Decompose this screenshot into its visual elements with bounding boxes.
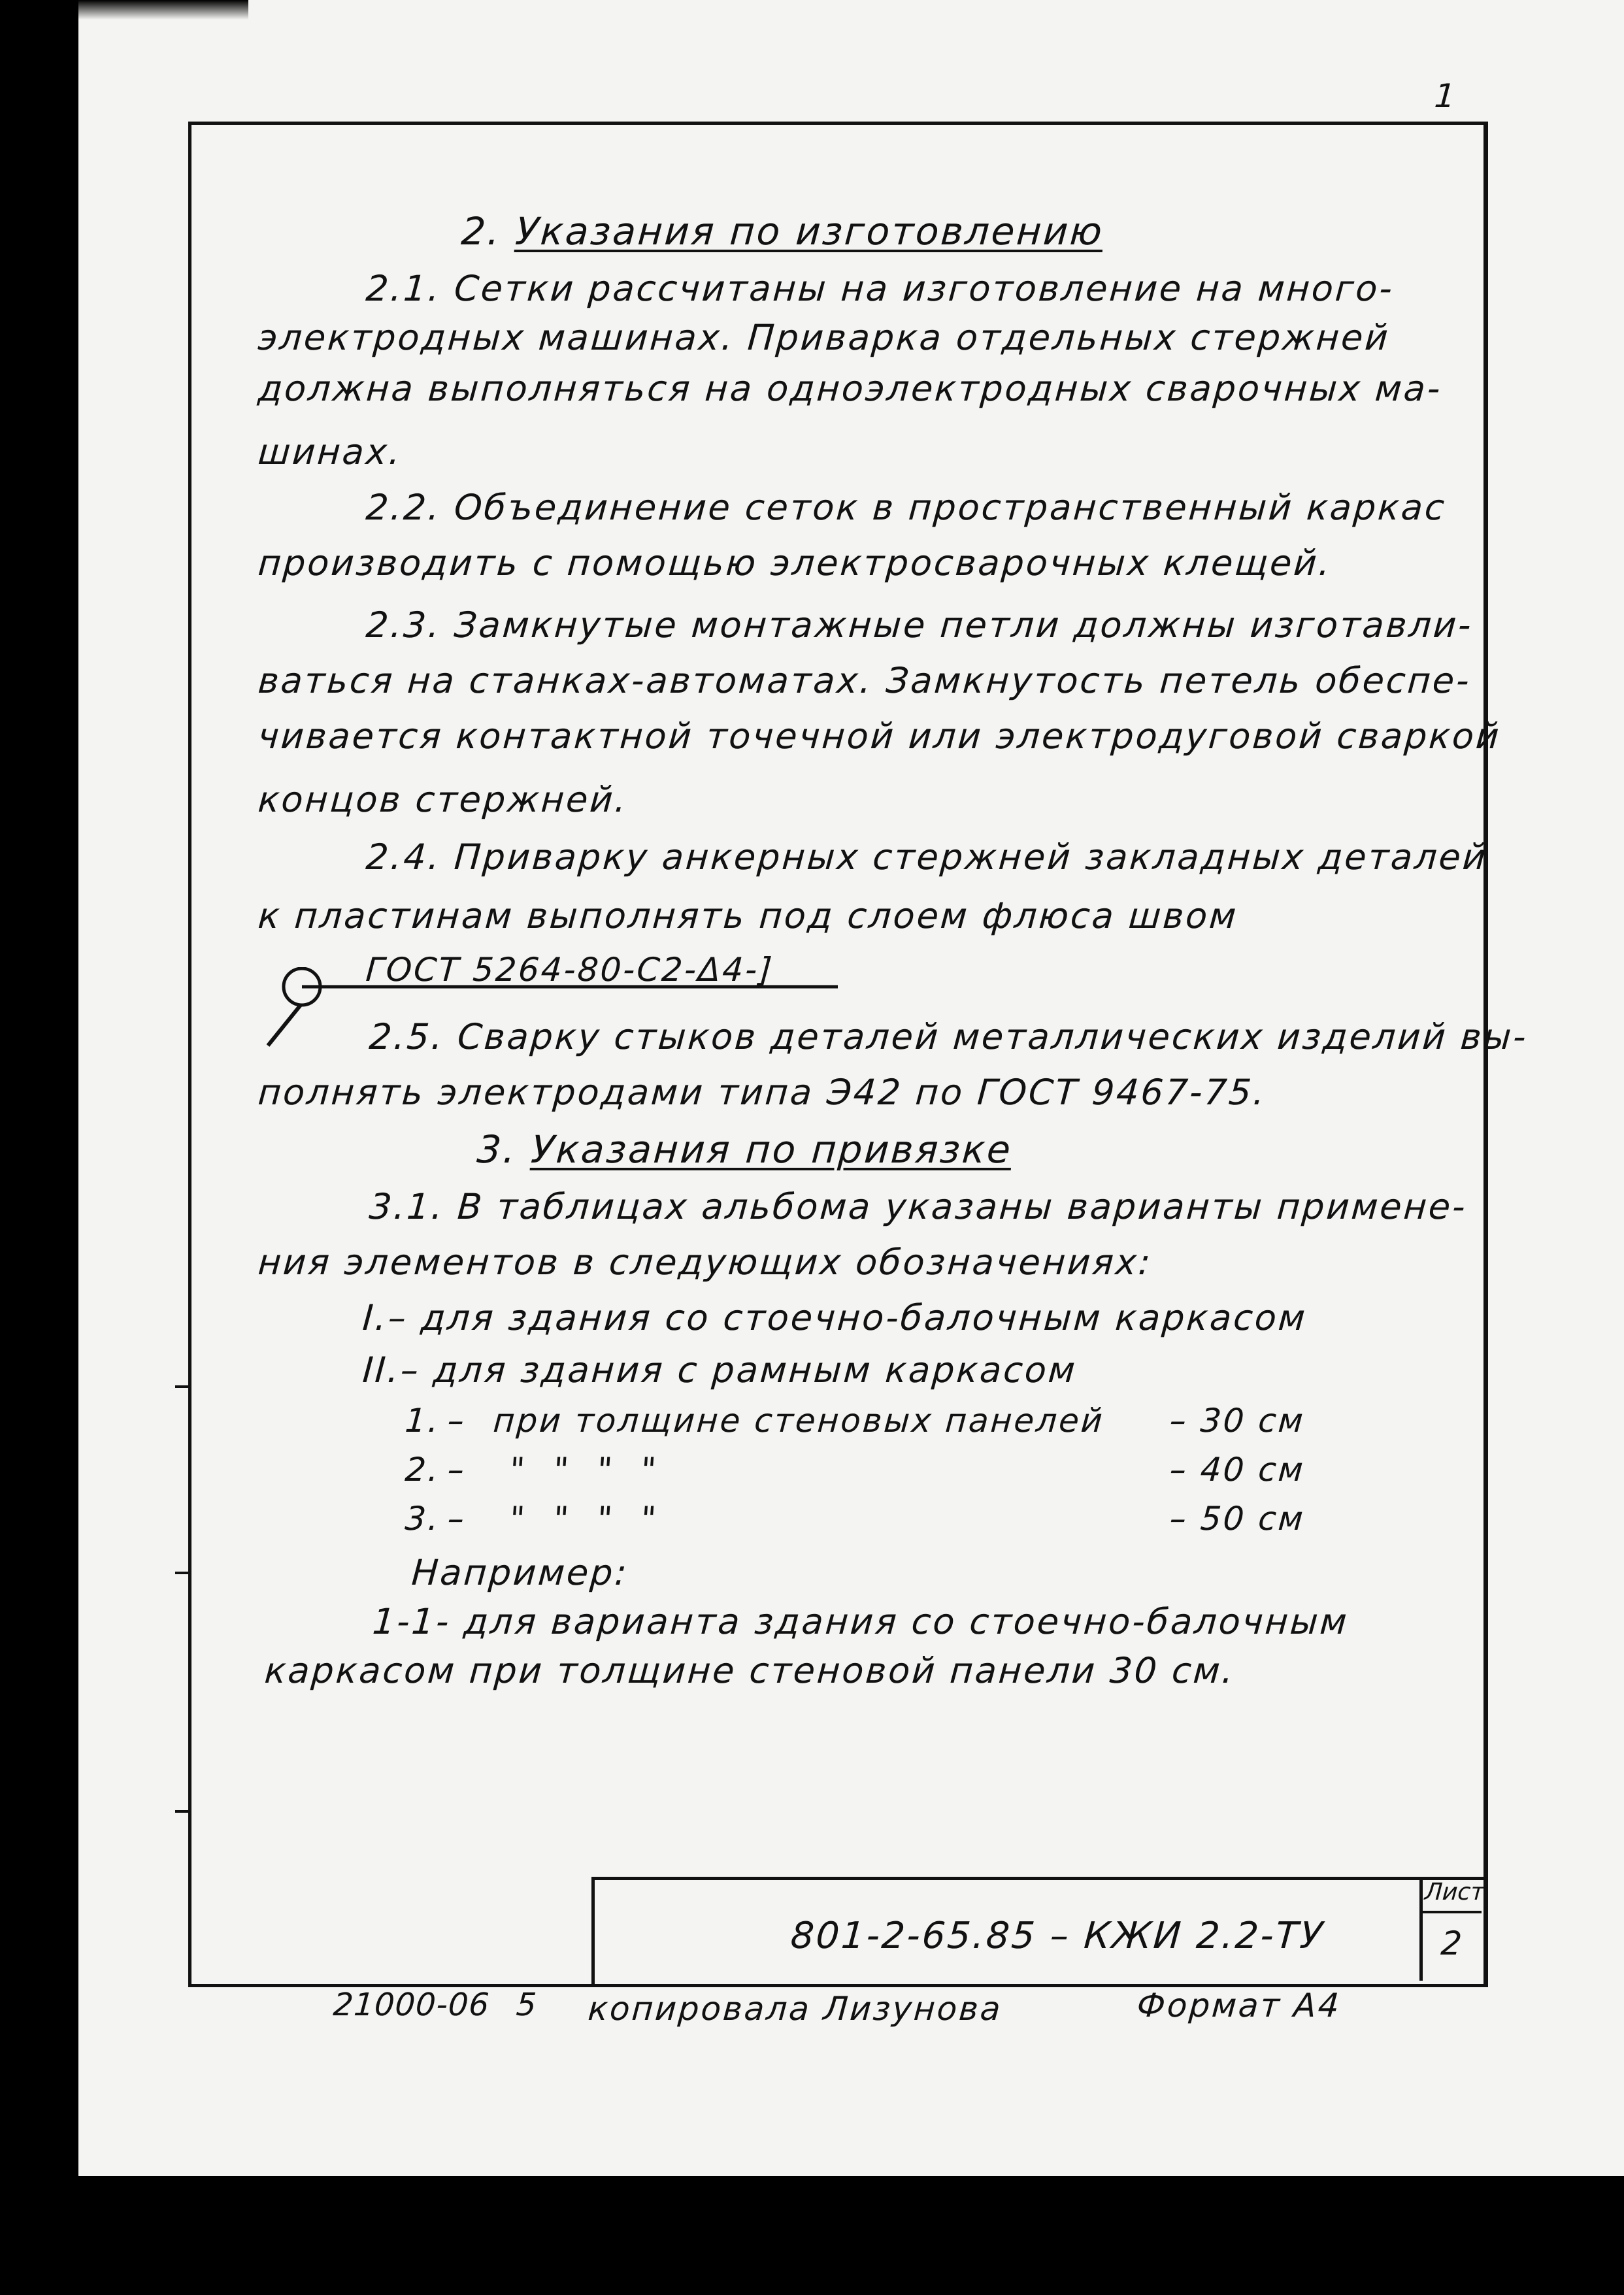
sheet-cell-divider xyxy=(1419,1877,1423,1981)
text-line: 2.5. Сварку стыков деталей металлических изделий вы- xyxy=(367,1016,1530,1057)
text-line: электродных машинах. Приварка отдельных стержней xyxy=(256,317,1391,358)
example-line: 1-1- для варианта здания со стоечно-балочным xyxy=(371,1601,1350,1642)
text-line: к пластинам выполнять под слоем флюса швом xyxy=(256,895,1240,936)
sheet-number: 2 xyxy=(1439,1924,1465,1962)
row-dash: – xyxy=(446,1451,468,1489)
row-value: – 40 см xyxy=(1168,1451,1306,1489)
margin-tick xyxy=(175,1572,190,1574)
page-format: Формат А4 xyxy=(1135,1987,1342,2024)
scan-shadow xyxy=(78,0,248,20)
row-number: 3. xyxy=(403,1500,442,1538)
section-2-heading xyxy=(460,209,1106,254)
row-ditto: " " " " xyxy=(508,1500,667,1538)
section-2-title: Указания по изготовлению xyxy=(514,209,1106,254)
row-value: – 30 см xyxy=(1168,1402,1306,1440)
document-designation: 801-2-65.85 – КЖИ 2.2-ТУ xyxy=(789,1915,1326,1957)
section-2-number: 2. xyxy=(459,209,503,254)
row-number: 1. xyxy=(403,1402,442,1440)
text-line: 2.2. Объединение сеток в пространственный каркас xyxy=(364,487,1448,528)
row-dash: – xyxy=(446,1500,468,1538)
section-3-title: Указания по привязке xyxy=(529,1127,1014,1172)
text-line: ваться на станках-автоматах. Замкнутость петель обеспе- xyxy=(256,660,1472,701)
example-label: Например: xyxy=(410,1552,631,1593)
text-line: I.– для здания со стоечно-балочным каркасом xyxy=(361,1297,1309,1338)
section-3-heading xyxy=(476,1127,1014,1172)
text-line: 2.4. Приварку анкерных стержней закладных деталей xyxy=(364,836,1489,878)
row-value: – 50 см xyxy=(1168,1500,1306,1538)
row-ditto: " " " " xyxy=(508,1451,667,1489)
text-line: II.– для здания с рамным каркасом xyxy=(361,1349,1079,1391)
text-line: чивается контактной точечной или электродуговой сваркой xyxy=(256,716,1502,757)
order-number: 21000-06 xyxy=(332,1987,491,2023)
copied-by: копировала Лизунова xyxy=(586,1990,1004,2028)
copy-number: 5 xyxy=(515,1987,540,2023)
text-line: производить с помощью электросварочных клещей. xyxy=(256,542,1334,584)
weld-gost: ГОСТ 5264-80-С2-Δ4-] xyxy=(364,951,775,989)
text-line: 3.1. В таблицах альбома указаны варианты примене- xyxy=(367,1186,1468,1227)
section-3-number: 3. xyxy=(475,1127,519,1172)
text-line: полнять электродами типа Э42 по ГОСТ 9467-75. xyxy=(256,1072,1268,1113)
text-line: шинах. xyxy=(256,431,404,472)
text-line: 2.1. Сетки рассчитаны на изготовление на много- xyxy=(364,268,1396,309)
margin-tick xyxy=(175,1810,190,1813)
text-line: ния элементов в следующих обозначениях: xyxy=(256,1242,1154,1283)
margin-tick xyxy=(175,1385,190,1388)
example-line: каркасом при толщине стеновой панели 30 см. xyxy=(263,1650,1237,1691)
text-line: должна выполняться на одноэлектродных сварочных ма- xyxy=(256,368,1444,409)
page-number: 1 xyxy=(1433,77,1459,115)
row-text: при толщине стеновых панелей xyxy=(491,1402,1106,1440)
sheet-cell-split xyxy=(1419,1911,1482,1913)
row-number: 2. xyxy=(403,1451,442,1489)
text-line: концов стержней. xyxy=(256,779,630,820)
weld-arrow-line xyxy=(268,1005,301,1046)
text-line: 2.3. Замкнутые монтажные петли должны изготавли- xyxy=(364,604,1474,646)
sheet-label: Лист xyxy=(1423,1879,1485,1906)
row-dash: – xyxy=(446,1402,468,1440)
